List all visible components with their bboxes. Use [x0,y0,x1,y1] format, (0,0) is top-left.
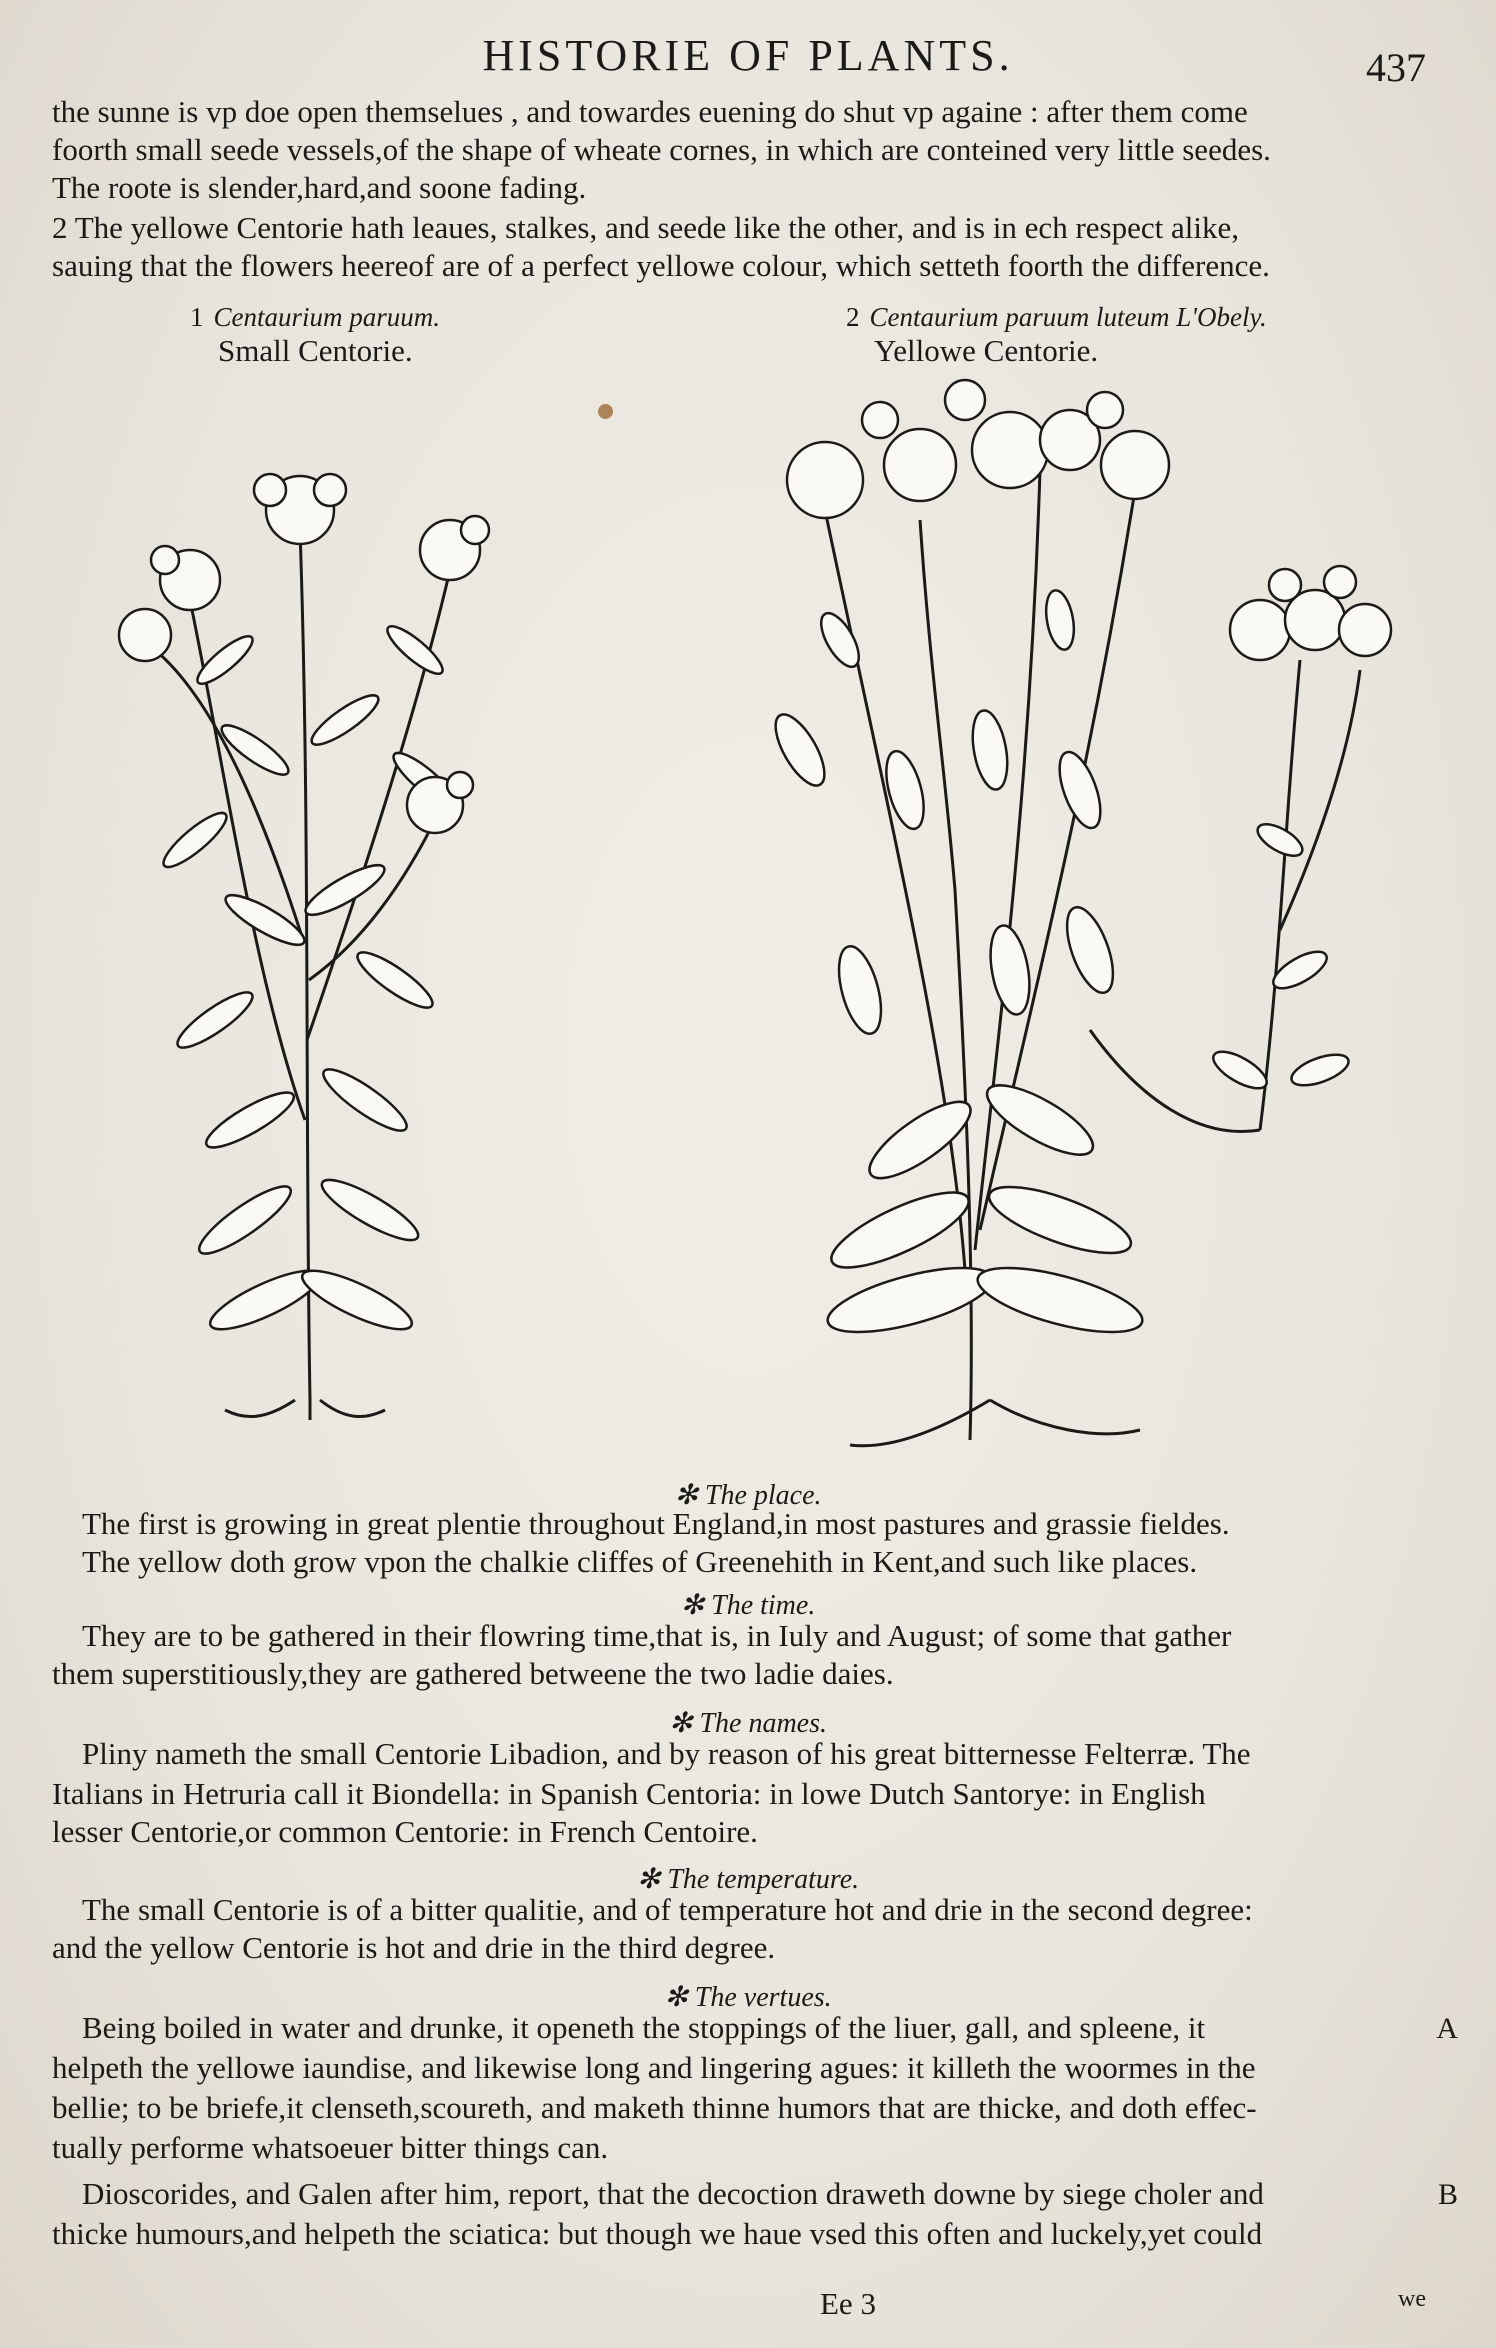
running-head: HISTORIE OF PLANTS. [482,31,1014,80]
names-line: lesser Centorie,or common Centorie: in French Centoire. [52,1814,758,1849]
names-line: Italians in Hetruria call it Biondella: in Spanish Centoria: in lowe Dutch Santorye: in English [52,1776,1206,1811]
intro-line: the sunne is vp doe open themselues , and towardes euening do shut vp againe : after them come [52,94,1248,129]
figure-caption-2 [846,300,1267,368]
margin-letter: A [1436,2012,1458,2045]
intro-line: The roote is slender,hard,and soone fading. [52,170,587,205]
time-line: them superstitiously,they are gathered betweene the two ladie daies. [52,1656,894,1691]
figure-number: 2 [846,302,860,332]
section-heading-place: ✻ The place. [674,1480,822,1511]
intro-line: foorth small seede vessels,of the shape of wheate cornes, in which are conteined very little seedes. [52,132,1271,167]
temperature-line: and the yellow Centorie is hot and drie in the third degree. [52,1930,776,1965]
section-heading-temperature: ✻ The temperature. [636,1864,860,1895]
names-line: Pliny nameth the small Centorie Libadion, and by reason of his great bitternesse Felterræ. The [82,1736,1251,1771]
figure-english-name: Yellowe Centorie. [874,333,1099,368]
figure-latin-name: Centaurium paruum. [213,302,441,332]
figure-english-name: Small Centorie. [218,333,413,368]
vertues-line: tually performe whatsoeuer bitter things can. [52,2130,609,2165]
catchword: we [1398,2286,1426,2312]
figure-latin-name: Centaurium paruum luteum L'Obely. [869,302,1267,332]
temperature-line: The small Centorie is of a bitter qualitie, and of temperature hot and drie in the second degree: [82,1892,1253,1927]
yellowe-centorie-woodcut [740,370,1400,1460]
vertues-line: Being boiled in water and drunke, it openeth the stoppings of the liuer, gall, and spleene, it [82,2010,1206,2045]
intro-line: sauing that the flowers heereof are of a perfect yellowe colour, which setteth foorth the difference. [52,248,1270,283]
intro-line: 2 The yellowe Centorie hath leaues, stalkes, and seede like the other, and is in ech respect alike, [52,210,1239,245]
page-number: 437 [1366,45,1426,90]
section-heading-names: ✻ The names. [668,1708,827,1739]
section-heading-time: ✻ The time. [680,1590,816,1621]
margin-letter: B [1437,2178,1458,2211]
place-line: The first is growing in great plentie throughout England,in most pastures and grassie fieldes. [82,1506,1230,1541]
small-centorie-woodcut [95,420,525,1420]
place-line: The yellow doth grow vpon the chalkie cliffes of Greenehith in Kent,and such like places. [82,1544,1198,1579]
time-line: They are to be gathered in their flowring time,that is, in Iuly and August; of some that gather [82,1618,1232,1653]
vertues-line: bellie; to be briefe,it clenseth,scoureth, and maketh thinne humors that are thicke, and doth effec- [52,2090,1257,2125]
section-heading-vertues: ✻ The vertues. [664,1982,832,2013]
signature-mark: Ee 3 [820,2286,876,2321]
vertues-line: Dioscorides, and Galen after him, report, that the decoction draweth downe by siege choler and [82,2176,1264,2211]
vertues-line: thicke humours,and helpeth the sciatica: but though we haue vsed this often and luckely,yet could [52,2216,1263,2251]
figure-number: 1 [190,302,204,332]
vertues-line: helpeth the yellowe iaundise, and likewise long and lingering agues: it killeth the woormes in the [52,2050,1256,2085]
figure-caption-1 [190,300,440,368]
foxing-stain [598,404,613,419]
